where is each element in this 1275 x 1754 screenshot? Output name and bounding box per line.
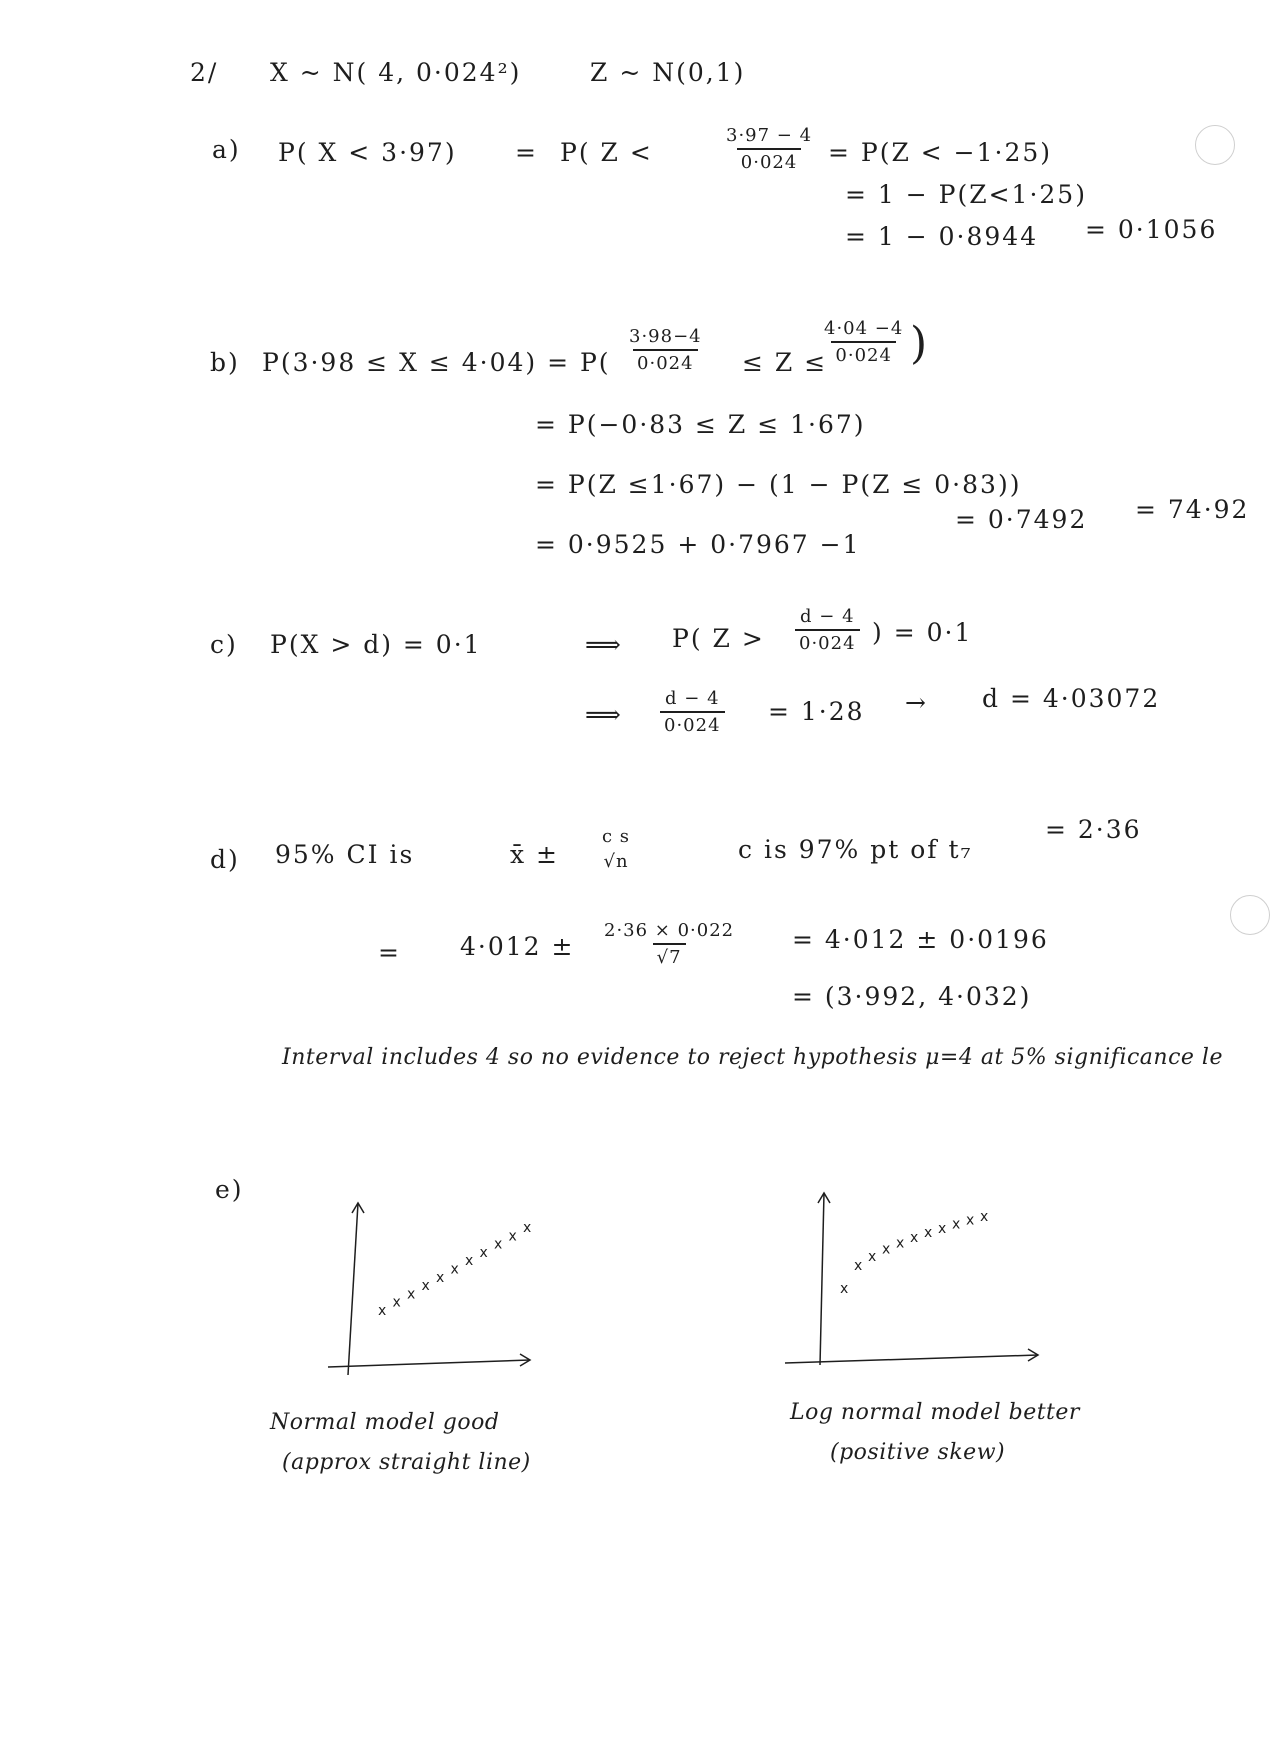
part-a-equals: =	[515, 138, 538, 167]
part-a-result-1: = P(Z < −1·25)	[828, 138, 1053, 167]
part-d-line-2-numerator: 2·36 × 0·022	[604, 920, 735, 941]
left-plot-point: x	[407, 1286, 416, 1303]
part-d-line-2-result: = 4·012 ± 0·0196	[792, 925, 1049, 954]
left-plot-point: x	[479, 1244, 488, 1261]
right-plot-caption-1: Log normal model better	[790, 1400, 1080, 1425]
part-b-fraction-2-numerator: 4·04 −4	[824, 318, 904, 339]
part-d-label: d)	[210, 845, 240, 874]
left-plot-caption-1: Normal model good	[270, 1410, 500, 1435]
part-b-close-paren: )	[910, 318, 928, 369]
distribution-z: Z ~ N(0,1)	[590, 58, 746, 87]
left-plot-caption-2: (approx straight line)	[282, 1450, 531, 1475]
part-c-fraction-2-denominator: 0·024	[660, 711, 725, 736]
right-plot-point: x	[868, 1248, 877, 1265]
left-plot-y-axis	[348, 1203, 358, 1375]
right-plot-point: x	[882, 1241, 891, 1258]
part-a-lhs: P( X < 3·97)	[278, 138, 457, 167]
part-b-middle: ≤ Z ≤	[742, 348, 828, 377]
part-d-formula-numerator: c s	[602, 826, 631, 847]
part-a-result-2: = 1 − P(Z<1·25)	[845, 180, 1087, 209]
left-plot-point: x	[450, 1261, 459, 1278]
part-c-fraction-1-numerator: d − 4	[800, 606, 855, 627]
question-number: 2/	[190, 58, 219, 87]
part-a-label: a)	[212, 135, 241, 164]
part-d-formula-denominator: √n	[603, 851, 629, 872]
part-d-line-2-value: 4·012 ±	[460, 932, 575, 961]
part-a-fraction	[722, 125, 816, 173]
part-d-line-3: = (3·992, 4·032)	[792, 982, 1032, 1011]
right-plot-point: x	[910, 1230, 919, 1247]
part-d-formula-prefix: x̄ ±	[510, 840, 559, 869]
left-plot-point: x	[508, 1228, 517, 1245]
part-a-final: = 0·1056	[1085, 215, 1218, 244]
margin-mark-circle-2	[1230, 895, 1270, 935]
part-d-conclusion: Interval includes 4 so no evidence to reject hypothesis μ=4 at 5% significance le	[282, 1045, 1223, 1070]
right-plot-point: x	[952, 1216, 961, 1233]
part-c-result: d = 4·03072	[982, 684, 1161, 713]
part-d-c-note: c is 97% pt of t₇	[738, 835, 973, 864]
right-plot-caption-2: (positive skew)	[830, 1440, 1006, 1465]
part-b-line-2: = P(−0·83 ≤ Z ≤ 1·67)	[535, 410, 866, 439]
part-b-line-3: = P(Z ≤1·67) − (1 − P(Z ≤ 0·83))	[535, 470, 1022, 499]
part-d-line-2-denominator: √7	[653, 943, 686, 968]
part-c-arrow-2: ⟹	[585, 700, 623, 729]
part-b-fraction-1-numerator: 3·98−4	[629, 326, 702, 347]
left-plot-point: x	[523, 1220, 532, 1236]
part-a-prob-open: P( Z <	[560, 138, 653, 167]
part-c-arrow-1: ⟹	[585, 630, 623, 659]
part-b-label: b)	[210, 348, 240, 377]
left-plot-x-axis	[328, 1360, 530, 1367]
part-c-label: c)	[210, 630, 238, 659]
lognormal-probability-plot	[780, 1185, 1040, 1385]
part-b-fraction-1-denominator: 0·024	[633, 349, 698, 374]
part-d-line-2-equals: =	[378, 938, 401, 967]
right-plot-point: x	[980, 1209, 989, 1225]
right-plot-point: x	[966, 1212, 975, 1229]
right-plot-x-axis	[785, 1355, 1038, 1363]
right-plot-point: x	[896, 1235, 905, 1252]
part-d-c-value: = 2·36	[1045, 815, 1142, 844]
part-b-fraction-1	[625, 326, 706, 374]
right-plot-y-axis	[820, 1193, 824, 1365]
distribution-x: X ~ N( 4, 0·024²)	[270, 58, 522, 87]
right-plot-point: x	[924, 1225, 933, 1242]
left-plot-point: x	[436, 1269, 445, 1286]
part-b-fraction-2-denominator: 0·024	[831, 341, 896, 366]
left-plot-point: x	[465, 1253, 474, 1270]
margin-mark-circle	[1195, 125, 1235, 165]
part-c-fraction-2-numerator: d − 4	[665, 688, 720, 709]
left-plot-point: x	[494, 1236, 503, 1253]
part-c-rhs: ) = 0·1	[872, 618, 973, 647]
part-c-fraction-2	[660, 688, 725, 736]
part-b-lhs: P(3·98 ≤ X ≤ 4·04) = P(	[262, 348, 611, 377]
right-plot-point: x	[854, 1258, 863, 1275]
left-plot-point: x	[378, 1303, 387, 1319]
right-plot-point: x	[840, 1281, 849, 1297]
part-d-line-2-fraction	[600, 920, 738, 968]
part-d-formula-fraction	[598, 826, 634, 872]
part-b-fraction-2	[820, 318, 907, 366]
part-c-fraction-1	[795, 606, 860, 654]
part-d-ci-label: 95% CI is	[275, 840, 415, 869]
part-c-lhs: P(X > d) = 0·1	[270, 630, 482, 659]
part-e-label: e)	[215, 1175, 244, 1204]
part-c-prob-open: P( Z >	[672, 624, 765, 653]
part-a-fraction-numerator: 3·97 − 4	[726, 125, 813, 146]
part-b-result: = 0·7492	[955, 505, 1088, 534]
left-plot-point: x	[421, 1278, 430, 1295]
part-b-percent: = 74·92	[1135, 495, 1250, 524]
part-c-fraction-1-denominator: 0·024	[795, 629, 860, 654]
part-c-equation: = 1·28	[768, 697, 865, 726]
part-a-fraction-denominator: 0·024	[737, 148, 802, 173]
part-a-result-3: = 1 − 0·8944	[845, 222, 1039, 251]
part-b-line-4: = 0·9525 + 0·7967 −1	[535, 530, 861, 559]
part-c-arrow-3: →	[905, 688, 928, 717]
right-plot-point: x	[938, 1220, 947, 1237]
normal-probability-plot	[320, 1195, 580, 1395]
left-plot-point: x	[392, 1294, 401, 1311]
